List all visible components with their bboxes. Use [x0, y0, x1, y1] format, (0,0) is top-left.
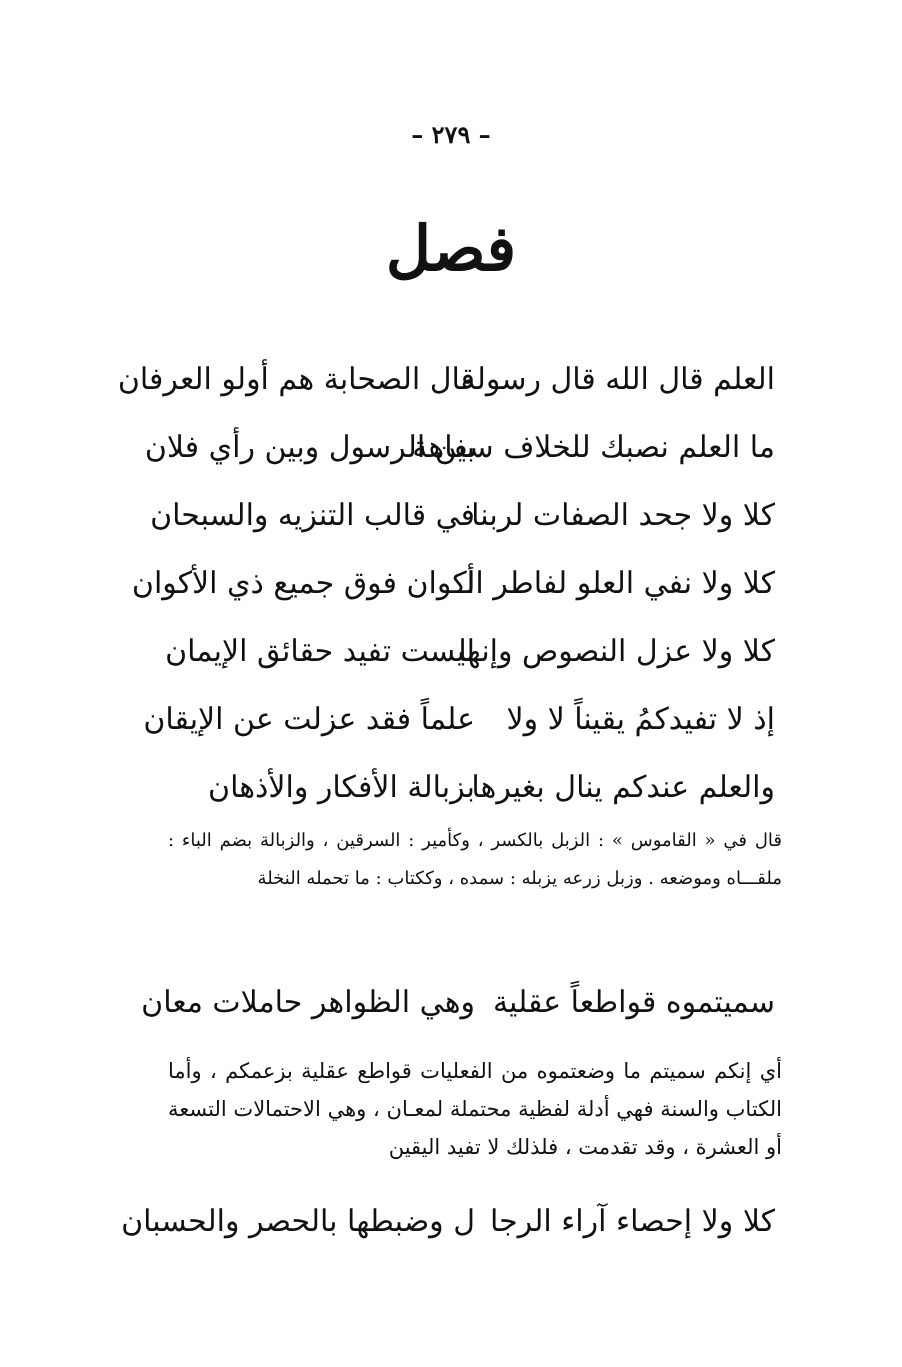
chapter-title: فصل [385, 212, 517, 285]
verse-first-hemistich: إذ لا تفيدكمُ يقيناً لا ولا [506, 702, 775, 737]
verse-first-hemistich: ما العلم نصبك للخلاف سفاهة [412, 430, 775, 465]
verse-second-hemistich: في قالب التنزيه والسبحان [150, 498, 475, 533]
verse-line [141, 978, 775, 1028]
verse-first-hemistich: كلا ولا إحصاء آراء الرجا [489, 1204, 775, 1239]
verse-line [143, 695, 775, 745]
verse-first-hemistich: سميتموه قواطعاً عقلية [492, 985, 775, 1020]
verse-second-hemistich: ليست تفيد حقائق الإيمان [165, 634, 475, 669]
verse-second-hemistich: بزبالة الأفكار والأذهان [208, 770, 475, 805]
verse-line [150, 491, 775, 541]
commentary-paragraph: أي إنكم سميتم ما وضعتموه من الفعليات قواطع عقلية بزعمكم ، وأما الكتاب والسنة فهي أدلة لفظية محتملة لمعـان ، وهي الاحتمالات التسعة أو العشرة ، وقد تقدمت ، فلذلك لا تفيد اليقين [168, 1059, 782, 1159]
verse-line [144, 423, 775, 473]
verse-first-hemistich: والعلم عندكم ينال بغيرها [471, 770, 775, 805]
verse-second-hemistich: قال الصحابة هم أولو العرفان [117, 362, 475, 397]
verse-second-hemistich: بين الرسول وبين رأي فلان [144, 430, 475, 465]
verse-second-hemistich: وهي الظواهر حاملات معان [141, 985, 475, 1020]
page-number: – ٢٧٩ – [411, 120, 491, 149]
verse-line [131, 559, 775, 609]
verse-line [117, 355, 775, 405]
verse-first-hemistich: كلا ولا نفي العلو لفاطر الـ [457, 566, 775, 601]
verse-line [121, 1197, 775, 1247]
verse-second-hemistich: علماً فقد عزلت عن الإيقان [143, 702, 475, 737]
verse-line [175, 763, 775, 813]
footnote: قال في « القاموس » : الزبل بالكسر ، وكأمير : السرقين ، والزبالة بضم الباء : ملقـــاه وموضعه . وزبل زرعه يزبله : سمده ، وككتاب : ما تحمله النخلة [168, 830, 782, 889]
verse-first-hemistich: كلا ولا جحد الصفات لربنا [471, 498, 775, 533]
verse-first-hemistich: كلا ولا عزل النصوص وإنها [458, 634, 775, 669]
verse-line [165, 627, 775, 677]
verse-second-hemistich: ل وضبطها بالحصر والحسبان [121, 1204, 475, 1239]
verse-second-hemistich: أكوان فوق جميع ذي الأكوان [131, 566, 475, 601]
verse-first-hemistich: العلم قال الله قال رسوله [460, 362, 775, 397]
